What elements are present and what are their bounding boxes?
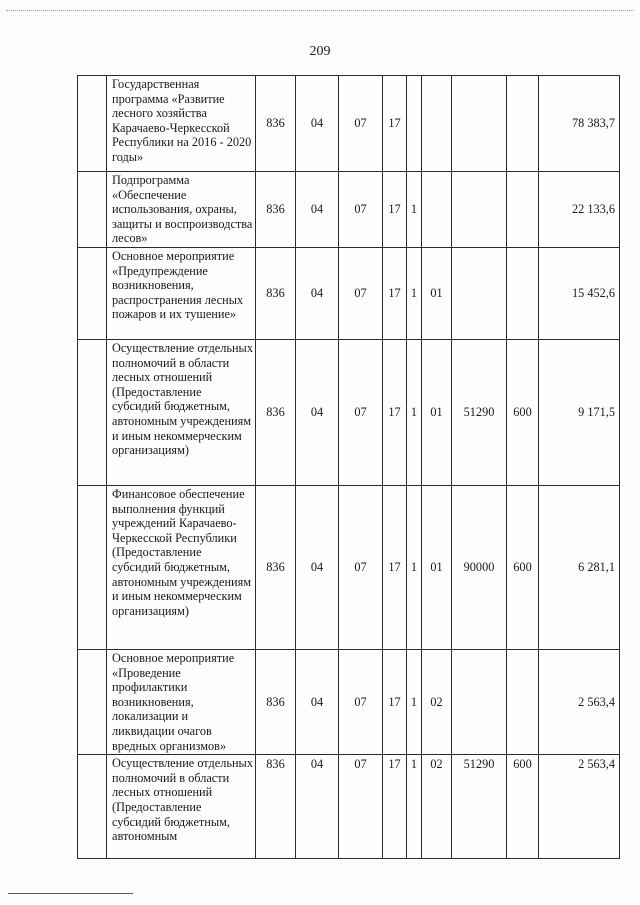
direction-code-cell: 90000 [452, 485, 507, 649]
program-code-cell: 17 [383, 247, 407, 339]
expense-type-code-cell [507, 649, 539, 754]
row-name-cell: Основное мероприятие «Проведение профилактики возникновения, локализации и ликвидации очагов вредных организмов» [107, 649, 256, 754]
activity-code-cell: 02 [422, 649, 452, 754]
table-row [78, 76, 620, 172]
subprogram-code-cell: 1 [407, 339, 422, 485]
table-row [78, 339, 620, 485]
direction-code-cell: 51290 [452, 755, 507, 859]
amount-cell: 2 563,4 [539, 649, 620, 754]
section-code-cell: 04 [296, 649, 339, 754]
amount-cell: 78 383,7 [539, 76, 620, 172]
expense-type-code-cell [507, 247, 539, 339]
program-code-cell: 17 [383, 755, 407, 859]
section-code-cell: 04 [296, 755, 339, 859]
ministry-code-cell: 836 [256, 485, 296, 649]
program-code-cell: 17 [383, 339, 407, 485]
program-code-cell: 17 [383, 172, 407, 248]
program-code-cell: 17 [383, 76, 407, 172]
amount-cell: 9 171,5 [539, 339, 620, 485]
ministry-code-cell: 836 [256, 172, 296, 248]
direction-code-cell: 51290 [452, 339, 507, 485]
blank-cell [78, 172, 107, 248]
blank-cell [78, 247, 107, 339]
section-code-cell: 04 [296, 76, 339, 172]
row-name-cell: Государственная программа «Развитие лесного хозяйства Карачаево-Черкесской Республики на 2016 - 2020 годы» [107, 76, 256, 172]
amount-cell: 15 452,6 [539, 247, 620, 339]
page-number: 209 [309, 44, 331, 59]
subprogram-code-cell: 1 [407, 247, 422, 339]
section-code-cell: 04 [296, 485, 339, 649]
subsection-code-cell: 07 [339, 649, 383, 754]
activity-code-cell [422, 76, 452, 172]
footer-rule [8, 893, 133, 894]
subsection-code-cell: 07 [339, 76, 383, 172]
subsection-code-cell: 07 [339, 247, 383, 339]
subsection-code-cell: 07 [339, 339, 383, 485]
ministry-code-cell: 836 [256, 247, 296, 339]
subprogram-code-cell [407, 76, 422, 172]
subsection-code-cell: 07 [339, 755, 383, 859]
row-name-cell: Финансовое обеспечение выполнения функций учреждений Карачаево-Черкесской Республики (Предоставление субсидий бюджетным, автономным учреждениям и иным некоммерческим организациям) [107, 485, 256, 649]
row-name-cell: Основное мероприятие «Предупреждение возникновения, распространения лесных пожаров и их тушение» [107, 247, 256, 339]
expense-type-code-cell: 600 [507, 339, 539, 485]
subsection-code-cell: 07 [339, 485, 383, 649]
subprogram-code-cell: 1 [407, 755, 422, 859]
table-row [78, 755, 620, 859]
direction-code-cell [452, 247, 507, 339]
amount-cell: 22 133,6 [539, 172, 620, 248]
table-row [78, 649, 620, 754]
expense-type-code-cell [507, 172, 539, 248]
table-row [78, 172, 620, 248]
section-code-cell: 04 [296, 247, 339, 339]
activity-code-cell: 02 [422, 755, 452, 859]
ministry-code-cell: 836 [256, 755, 296, 859]
blank-cell [78, 485, 107, 649]
ministry-code-cell: 836 [256, 649, 296, 754]
ministry-code-cell: 836 [256, 339, 296, 485]
section-code-cell: 04 [296, 172, 339, 248]
amount-cell: 6 281,1 [539, 485, 620, 649]
activity-code-cell [422, 172, 452, 248]
activity-code-cell: 01 [422, 247, 452, 339]
expense-type-code-cell [507, 76, 539, 172]
direction-code-cell [452, 649, 507, 754]
program-code-cell: 17 [383, 649, 407, 754]
activity-code-cell: 01 [422, 485, 452, 649]
row-name-cell: Осуществление отдельных полномочий в области лесных отношений (Предоставление субсидий бюджетным, автономным [107, 755, 256, 859]
row-name-cell: Осуществление отдельных полномочий в области лесных отношений (Предоставление субсидий бюджетным, автономным учреждениям и иным некоммерческим организациям) [107, 339, 256, 485]
blank-cell [78, 649, 107, 754]
row-name-cell: Подпрограмма «Обеспечение использования, охраны, защиты и воспроизводства лесов» [107, 172, 256, 248]
subprogram-code-cell: 1 [407, 485, 422, 649]
ministry-code-cell: 836 [256, 76, 296, 172]
subsection-code-cell: 07 [339, 172, 383, 248]
direction-code-cell [452, 172, 507, 248]
table-row [78, 485, 620, 649]
program-code-cell: 17 [383, 485, 407, 649]
amount-cell: 2 563,4 [539, 755, 620, 859]
activity-code-cell: 01 [422, 339, 452, 485]
subprogram-code-cell: 1 [407, 172, 422, 248]
direction-code-cell [452, 76, 507, 172]
blank-cell [78, 76, 107, 172]
budget-table [77, 75, 620, 859]
expense-type-code-cell: 600 [507, 485, 539, 649]
expense-type-code-cell: 600 [507, 755, 539, 859]
blank-cell [78, 339, 107, 485]
table-row [78, 247, 620, 339]
top-scan-rule [6, 10, 634, 11]
blank-cell [78, 755, 107, 859]
section-code-cell: 04 [296, 339, 339, 485]
subprogram-code-cell: 1 [407, 649, 422, 754]
